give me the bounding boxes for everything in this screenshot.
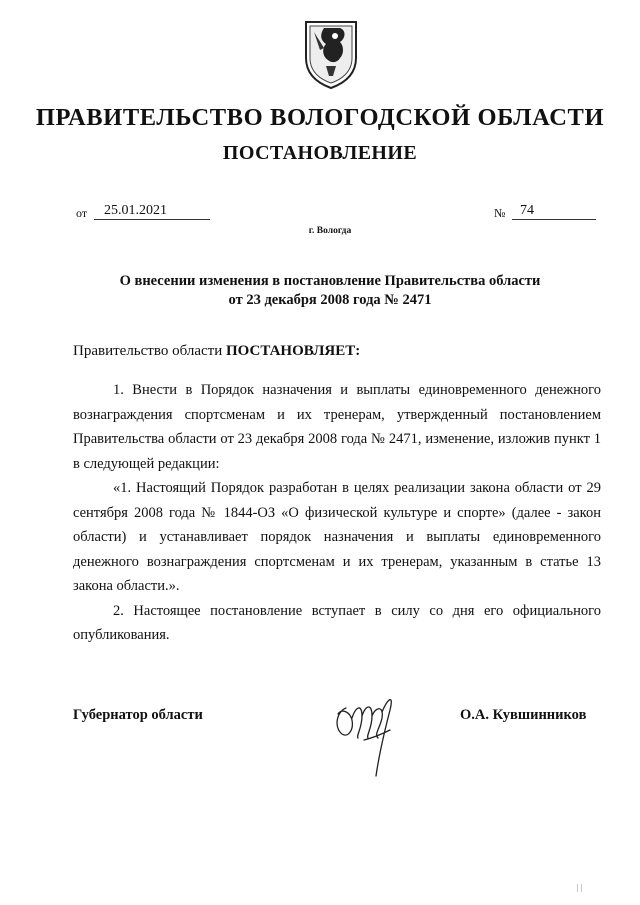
handwritten-signature xyxy=(328,688,400,780)
subject-line-2: от 23 декабря 2008 года № 2471 xyxy=(228,292,432,308)
document-body xyxy=(73,378,601,648)
preamble xyxy=(73,343,360,360)
coat-of-arms-icon xyxy=(302,18,360,90)
preamble-text: Правительство области xyxy=(73,343,226,359)
document-subject xyxy=(90,272,570,310)
number-label: № xyxy=(494,206,506,220)
page-mark: | | xyxy=(577,883,583,892)
document-number: 74 xyxy=(512,203,596,220)
date-label: от xyxy=(76,206,88,220)
signatory-title: Губернатор области xyxy=(73,707,203,723)
signatory-name: О.А. Кувшинников xyxy=(460,707,587,723)
document-type-title: ПОСТАНОВЛЕНИЕ xyxy=(222,142,418,164)
city-label: г. Вологда xyxy=(308,226,352,236)
subject-line-1: О внесении изменения в постановление Правительства области xyxy=(119,273,541,289)
organization-title: ПРАВИТЕЛЬСТВО ВОЛОГОДСКОЙ ОБЛАСТИ xyxy=(35,104,605,131)
paragraph-1: 1. Внести в Порядок назначения и выплаты единовременного денежного вознаграждения спортсменам и их тренерам, утвержденный постановлением Правительства области от 23 декабря 2008 года № 2471, изменение, изложив пункт 1 в следующей редакции: xyxy=(73,382,601,472)
document-date: 25.01.2021 xyxy=(94,203,210,220)
paragraph-3: 2. Настоящее постановление вступает в силу со дня его официального опубликования. xyxy=(73,602,601,643)
paragraph-2: «1. Настоящий Порядок разработан в целях реализации закона области от 29 сентября 2008 года № 1844-ОЗ «О физической культуре и спорте» (далее - закон области) и устанавливает порядок назначения и выплаты единовременного денежного вознаграждения спортсменам и их тренерам, указанным в статье 13 закона области.». xyxy=(73,480,601,594)
preamble-bold: ПОСТАНОВЛЯЕТ: xyxy=(225,343,361,359)
